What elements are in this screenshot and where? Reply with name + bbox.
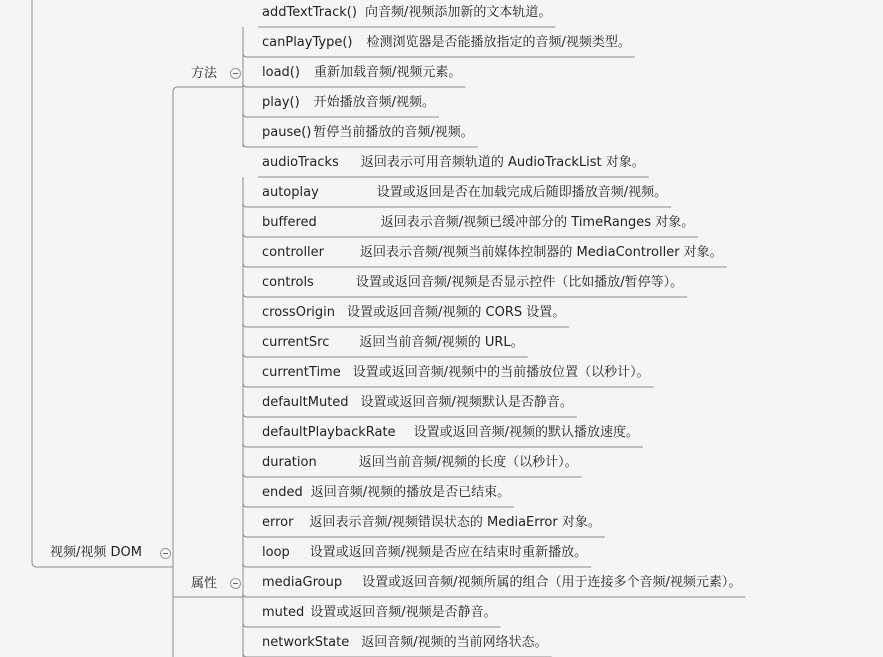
- leaf-description: 返回表示音频/视频错误状态的 MediaError 对象。: [309, 515, 601, 530]
- leaf-properties-15[interactable]: [262, 605, 497, 621]
- leaf-description: 返回音频/视频的播放是否已结束。: [310, 485, 511, 500]
- leaf-properties-1[interactable]: [262, 185, 667, 201]
- leaf-name: pause(): [262, 125, 312, 140]
- leaf-description: 返回当前音频/视频的 URL。: [359, 335, 524, 350]
- leaf-properties-9[interactable]: [262, 425, 639, 441]
- leaf-description: 设置或返回音频/视频中的当前播放位置（以秒计）。: [352, 365, 650, 380]
- leaf-description: 设置或返回音频/视频的默认播放速度。: [413, 425, 639, 440]
- leaf-name: mediaGroup: [262, 575, 343, 590]
- leaf-methods-4[interactable]: [262, 125, 474, 141]
- leaf-methods-0[interactable]: [262, 5, 551, 21]
- leaf-name: loop: [262, 545, 290, 560]
- leaf-name: networkState: [262, 635, 350, 650]
- leaf-properties-5[interactable]: [262, 305, 565, 321]
- leaf-name: load(): [262, 65, 300, 80]
- leaf-properties-7[interactable]: [262, 365, 650, 381]
- leaf-name: currentSrc: [262, 335, 330, 350]
- leaf-properties-6[interactable]: [262, 335, 524, 351]
- leaf-methods-3[interactable]: [262, 95, 435, 111]
- leaf-description: 返回表示可用音频轨道的 AudioTrackList 对象。: [360, 155, 645, 170]
- leaf-description: 返回音频/视频的当前网络状态。: [361, 635, 548, 650]
- leaf-properties-10[interactable]: [262, 455, 578, 471]
- leaf-description: 暂停当前播放的音频/视频。: [313, 125, 474, 140]
- methods-topic[interactable]: 方法: [191, 66, 218, 81]
- leaf-name: defaultMuted: [262, 395, 349, 410]
- leaf-properties-0[interactable]: [262, 155, 645, 171]
- leaf-description: 设置或返回音频/视频是否显示控件（比如播放/暂停等）。: [355, 275, 684, 290]
- leaf-name: audioTracks: [262, 155, 339, 170]
- leaf-name: controller: [262, 245, 325, 260]
- leaf-name: currentTime: [262, 365, 341, 380]
- leaf-description: 设置或返回音频/视频默认是否静音。: [360, 395, 573, 410]
- leaf-properties-2[interactable]: [262, 215, 694, 231]
- leaf-description: 返回表示音频/视频当前媒体控制器的 MediaController 对象。: [360, 245, 723, 260]
- leaf-properties-14[interactable]: [262, 575, 741, 591]
- leaf-description: 检测浏览器是否能播放指定的音频/视频类型。: [366, 35, 631, 50]
- root-parent-connector: [32, 0, 44, 567]
- leaf-description: 设置或返回音频/视频的 CORS 设置。: [347, 305, 566, 320]
- leaf-properties-4[interactable]: [262, 275, 683, 291]
- leaf-description: 向音频/视频添加新的文本轨道。: [364, 5, 552, 20]
- leaf-methods-1[interactable]: [262, 35, 631, 51]
- root-topic[interactable]: 视频/视频 DOM: [50, 545, 142, 560]
- root-collapse-icon[interactable]: [160, 548, 171, 559]
- root-to-properties: [173, 92, 186, 597]
- leaf-name: addTextTrack(): [262, 5, 357, 20]
- leaf-properties-3[interactable]: [262, 245, 723, 261]
- leaf-properties-13[interactable]: [262, 545, 587, 561]
- properties-topic[interactable]: 属性: [191, 576, 218, 591]
- methods-collapse-icon[interactable]: [230, 68, 241, 79]
- leaf-description: 返回表示音频/视频已缓冲部分的 TimeRanges 对象。: [380, 215, 695, 230]
- leaf-description: 设置或返回是否在加载完成后随即播放音频/视频。: [376, 185, 668, 200]
- leaf-properties-12[interactable]: [262, 515, 601, 531]
- leaf-methods-2[interactable]: [262, 65, 461, 81]
- leaf-properties-11[interactable]: [262, 485, 510, 501]
- leaf-description: 设置或返回音频/视频是否应在结束时重新播放。: [309, 545, 588, 560]
- leaf-name: ended: [262, 485, 303, 500]
- leaf-name: buffered: [262, 215, 317, 230]
- leaf-description: 重新加载音频/视频元素。: [313, 65, 462, 80]
- leaf-name: duration: [262, 455, 317, 470]
- properties-collapse-icon[interactable]: [230, 578, 241, 589]
- leaf-name: defaultPlaybackRate: [262, 425, 396, 440]
- leaf-description: 设置或返回音频/视频所属的组合（用于连接多个音频/视频元素）。: [362, 575, 742, 590]
- root-to-methods: [173, 87, 186, 657]
- leaf-properties-16[interactable]: [262, 635, 548, 651]
- leaf-description: 开始播放音频/视频。: [313, 95, 436, 110]
- leaf-properties-8[interactable]: [262, 395, 573, 411]
- leaf-name: controls: [262, 275, 314, 290]
- leaf-description: 设置或返回音频/视频是否静音。: [310, 605, 497, 620]
- leaf-name: play(): [262, 95, 300, 110]
- leaf-name: crossOrigin: [262, 305, 335, 320]
- leaf-name: autoplay: [262, 185, 319, 200]
- leaf-description: 返回当前音频/视频的长度（以秒计）。: [358, 455, 578, 470]
- leaf-name: canPlayType(): [262, 35, 353, 50]
- leaf-name: error: [262, 515, 294, 530]
- leaf-name: muted: [262, 605, 305, 620]
